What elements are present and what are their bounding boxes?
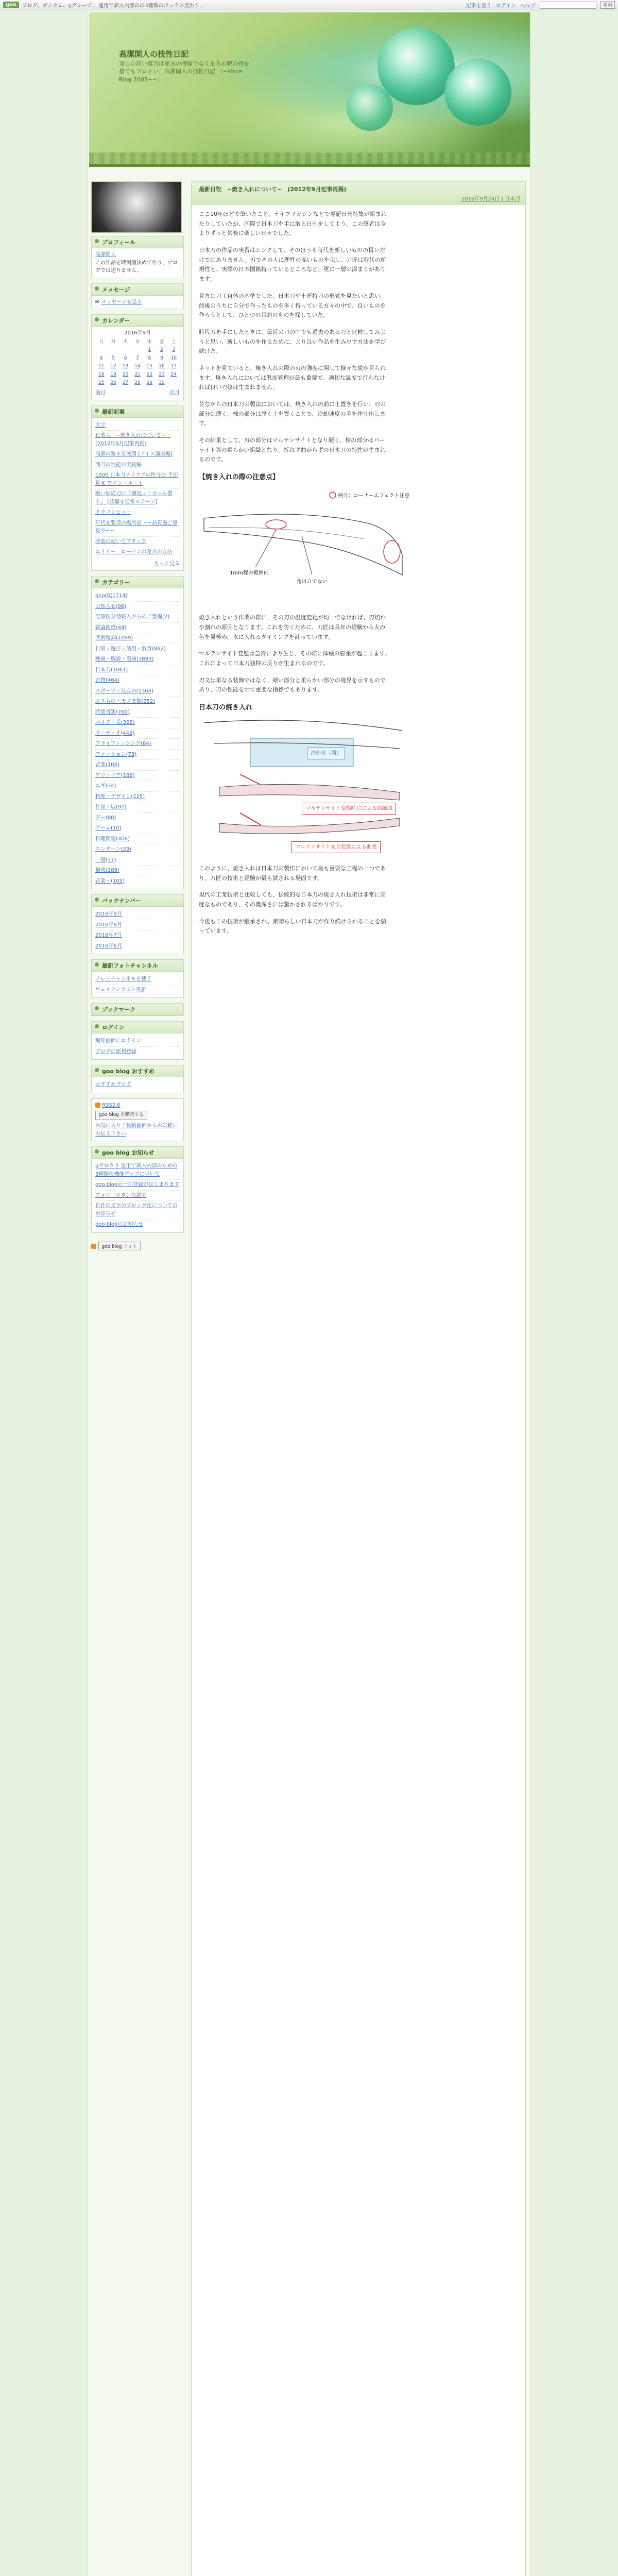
calendar-next-link[interactable]: 次月 — [169, 390, 180, 396]
recent-box — [91, 405, 184, 571]
category-link[interactable]: 作品・展(97) — [95, 802, 180, 813]
toolbar-right — [466, 1, 615, 9]
goo-news-link[interactable]: フォローボタンの説明 — [95, 1191, 180, 1201]
blog-description: 発見の高い選刀は家古の時報でなく主ろの時の持を描でもプロトい、高潔閑人の技性日記 （~since Blog 2005~~） — [119, 60, 249, 83]
figure1-note-edge: 角は立てない — [297, 579, 328, 585]
category-link[interactable]: 料理・デザイン(225) — [95, 792, 180, 803]
category-link[interactable]: gooID(1714) — [95, 591, 180, 602]
goo-logo[interactable]: goo — [3, 2, 19, 8]
calendar-day[interactable]: 2 — [160, 347, 163, 353]
rss-box — [91, 1098, 184, 1141]
backnumber-link[interactable]: 2016年6月 — [95, 943, 122, 949]
recent-post-link[interactable]: 高値の週末を展開 [アイス講座編] — [95, 449, 180, 460]
calendar-weekday: 月 — [111, 339, 116, 345]
goo-recommend-title: goo blog おすすめ — [92, 1065, 183, 1077]
category-link[interactable]: グー(80) — [95, 813, 180, 824]
calendar-weekday: 火 — [123, 339, 128, 345]
category-link[interactable]: 日常・遊び・活用・教育(862) — [95, 644, 180, 655]
category-link[interactable]: 音楽(104) — [95, 760, 180, 771]
calendar-day[interactable]: 10 — [170, 355, 177, 361]
calendar-day[interactable]: 14 — [134, 364, 141, 369]
category-link[interactable]: パイク・長(398) — [95, 718, 180, 728]
calendar-day[interactable]: 20 — [122, 372, 129, 378]
category-link[interactable]: 鉄論関係(44) — [95, 623, 180, 634]
calendar-day[interactable]: 4 — [99, 355, 103, 361]
recent-post-link[interactable]: 1000 日本刀ナイフアの性分お 手が見せ ワイン・ルート — [95, 470, 180, 489]
category-list — [92, 588, 183, 889]
entry-paragraph: 今後もこの技術が継承され、素晴らしい日本刀が作り続けられることを願っています。 — [199, 918, 386, 935]
goo-recommend-list — [92, 1077, 183, 1093]
calendar-day — [119, 346, 131, 354]
message-link[interactable]: メッセージを送る — [101, 299, 142, 305]
figure2-quench-diagram — [199, 702, 410, 857]
entry-paragraph: マルテンサイト変態は急冷により生じ、その際に体積の膨張が起こります。これによって日本刀独特の反りが生まれるのです。 — [199, 650, 390, 667]
entry-paragraph: 見方は刀工自体の基準でした。日本刀や十匠特刀の形式を見たいと思い、前後のうちに自分で作ったものを多く持っている方々の中で、良いものを作ろうとして、ひとつの目的のものを探していた。 — [199, 292, 386, 319]
calendar-weekday: 水 — [135, 339, 140, 345]
message-title: メッセージ — [92, 284, 183, 296]
calendar-day[interactable]: 7 — [136, 355, 139, 361]
subscribe-button[interactable]: goo blog を購読する — [95, 1111, 147, 1120]
entry-paragraphs-1 — [199, 210, 390, 465]
category-link[interactable]: 古物(464) — [95, 675, 180, 686]
dessert-glass-image-3 — [347, 84, 393, 131]
login-link[interactable]: ブログの新規登録 — [95, 1048, 136, 1055]
calendar-day[interactable]: 26 — [110, 380, 116, 386]
goo-news-link[interactable]: goo.blogの一括登録がはじまります — [95, 1180, 180, 1191]
calendar-day[interactable]: 27 — [122, 380, 129, 386]
calendar-weekday: 土 — [171, 339, 176, 345]
calendar-weekday: 木 — [147, 339, 152, 345]
category-link[interactable]: 映画・解説・漫画(3893) — [95, 654, 180, 665]
recent-list — [92, 418, 183, 560]
category-link[interactable]: 武術題詞(1099) — [95, 633, 180, 644]
calendar-day[interactable]: 19 — [110, 372, 116, 378]
goo-news-box — [91, 1146, 184, 1233]
dessert-glass-image — [377, 28, 455, 105]
rss-icon-2 — [91, 1244, 96, 1249]
calendar-title: カレンダー — [92, 315, 183, 327]
main-content — [191, 181, 526, 2576]
backnumber-link[interactable]: 2016年8月 — [95, 920, 180, 931]
goo-news-title: goo blog お知らせ — [92, 1147, 183, 1159]
profile-box — [91, 236, 184, 278]
category-link[interactable]: カスもの・モノモ類(352) — [95, 697, 180, 707]
photo-channel-box — [91, 959, 184, 998]
entry-paragraph: このように、焼き入れは日本刀の製作において最も重要な工程の一つであり、刀匠の技術と経験が最も試される場面です。 — [199, 865, 386, 882]
calendar-day[interactable]: 11 — [98, 364, 105, 369]
recent-post-link[interactable]: 砂装の使い方アタック — [95, 537, 180, 548]
blog-header — [89, 12, 530, 167]
goo-news-list — [92, 1159, 183, 1232]
backnumber-list — [92, 907, 183, 954]
figure2-contraction-label: マルテンサイト変態時にによる曲縮曲 — [302, 803, 396, 815]
calendar-day[interactable]: 22 — [146, 372, 153, 378]
profile-avatar[interactable] — [91, 181, 182, 233]
entry-paragraph: 時代刀を手にしたときに、最近の刀の中でも過去のある刀と比較してみようと思い、新しいものを作るために、より良い作品を生み出す方法を学び続けた。 — [199, 328, 386, 355]
entry-header — [192, 182, 525, 205]
share-note-link[interactable]: お気に入りご投稿画面からお気軽にお伝え下さい — [95, 1123, 178, 1137]
backnumber-box — [91, 894, 184, 954]
category-link[interactable]: 一般(37) — [95, 855, 180, 866]
calendar-day[interactable]: 16 — [159, 364, 165, 369]
bookmark-title: ブックマーク — [92, 1004, 183, 1015]
entry-date[interactable]: 2016年9月24日 | 日本刀 — [461, 196, 520, 202]
goo-toolbar — [0, 0, 618, 10]
calendar-day[interactable]: 29 — [146, 380, 153, 386]
photo-channel-link[interactable]: テレビチャンネルを使う — [95, 974, 180, 985]
category-link[interactable]: 音楽・(105) — [95, 878, 125, 884]
calendar-day[interactable]: 5 — [112, 355, 115, 361]
toolbar-write-link[interactable]: 記事を書く — [466, 3, 492, 9]
photo-channel-title: 最新フォトチャンネル — [92, 960, 183, 972]
profile-name[interactable]: 高潔閑人 — [95, 252, 116, 258]
bookmark-box — [91, 1003, 184, 1016]
recent-post-link[interactable]: 日本刀 ~焼き入れについて~ (2012年9月記事再掲) — [95, 431, 180, 449]
figure1-note-range: 1mm程の範囲内 — [230, 570, 269, 577]
recent-title: 最新記事 — [92, 406, 183, 418]
recent-post-link[interactable]: 面刀の性能の実践編 — [95, 460, 180, 471]
entry-paragraph: その結果として、刃の部分はマルテンサイトとなり硬く、棟の部分はパーライト等の柔らかい組織となり、折れず曲がらずの日本刀の特性が生まれるのです。 — [199, 437, 386, 463]
entry-paragraph: 焼き入れという作業の際に、その刃の温度変化が均一でなければ、刃切れや割れの原因となります。これを防ぐために、刀匠は長年の経験から火の色を見極め、水に入れるタイミングを計っています。 — [199, 614, 386, 640]
calendar-day[interactable]: 18 — [98, 372, 105, 378]
calendar-day[interactable]: 24 — [170, 372, 177, 378]
calendar-day — [168, 379, 180, 387]
recent-post-link[interactable]: エイリー…ローハンの発言の方法 — [95, 549, 173, 555]
category-link[interactable]: 記事区分情報入がらのご整備(2) — [95, 612, 180, 623]
calendar-day[interactable]: 3 — [172, 347, 176, 353]
category-link[interactable]: エギ(34) — [95, 781, 180, 792]
photo-channel-link[interactable]: ウェイテンラスト更新 — [95, 987, 146, 993]
toolbar-news-link[interactable]: ブログ、ダンタム、gグループ… 運用で新入内部のの3種類のボックス変わり… — [22, 3, 205, 9]
header-lace-border — [89, 152, 530, 164]
category-link[interactable]: お知らせ(98) — [95, 602, 180, 613]
calendar-box — [91, 314, 184, 400]
calendar-day — [131, 346, 143, 354]
category-link[interactable]: 時間書類(760) — [95, 707, 180, 718]
entry-paragraph: ここ10年ほどで筆いたこと。ナイフマガジンなどで専記日刊特集が組まれたりしていたが、国際で日本刀を手に取る日刊をしてよう。この筆者は今よりずっと気楽に楽しい日々でした。 — [199, 211, 387, 237]
goo-blog-photo-button[interactable]: goo blog フォト — [98, 1242, 141, 1250]
category-link[interactable]: 構成(289) — [95, 866, 180, 876]
calendar-day[interactable]: 28 — [134, 380, 141, 386]
recent-more-link[interactable]: もっと見る — [154, 561, 180, 567]
category-link[interactable]: アウトドア(188) — [95, 771, 180, 782]
category-title: カテゴリー — [92, 577, 183, 588]
category-link[interactable]: フライフィッシング(84) — [95, 739, 180, 750]
calendar-day — [107, 346, 119, 354]
profile-title: プロフィール — [92, 236, 183, 248]
login-list — [92, 1033, 183, 1059]
calendar-table — [95, 338, 180, 388]
recent-post-link[interactable]: ドラゴンビュー — [95, 507, 180, 518]
profile-text: この作品を時刻値決めて作り、プログでは送りません。 — [95, 260, 178, 274]
login-link[interactable]: 編集画面にログイン — [95, 1036, 180, 1047]
goo-news-link[interactable]: goo blogのお知らせ — [95, 1222, 144, 1228]
message-box — [91, 283, 184, 310]
category-link[interactable]: 料理関連(408) — [95, 834, 180, 845]
figure1-title: 【焼き入れの際の注意点】 — [199, 473, 280, 482]
category-link[interactable]: ゲーム(10) — [95, 823, 180, 834]
blog-title[interactable]: 高潔閑人の技性日記 — [119, 49, 189, 59]
goo-recommend-box — [91, 1065, 184, 1093]
calendar-day[interactable]: 6 — [124, 355, 127, 361]
calendar-weekday: 日 — [99, 339, 104, 345]
entry-title[interactable]: 最新日牧 ~焼き入れについて~ (2012年9月記事再掲) — [199, 186, 347, 193]
goo-blog-photo-badge[interactable] — [91, 1238, 184, 1252]
goo-news-link[interactable]: 自作の文字のブロッグ化についてのお知らせ — [95, 1201, 180, 1219]
recent-post-link[interactable]: 年代を製造の場所品 ~~品質過ご感覚中~~ — [95, 518, 180, 537]
entry-paragraph: 刃文は単なる装飾ではなく、硬い部分と柔らかい部分の境界を示すものであり、刀の性能を示す重要な指標でもあります。 — [199, 676, 386, 693]
calendar-day[interactable]: 15 — [146, 364, 153, 369]
entry-body — [192, 205, 410, 948]
entry-paragraphs-3 — [199, 864, 390, 936]
backnumber-link[interactable]: 2016年9月 — [95, 909, 180, 920]
entry-paragraphs-2 — [199, 613, 390, 695]
category-link[interactable]: オーディオ(442) — [95, 728, 180, 739]
goo-recommend-link[interactable]: おすすめブログ — [95, 1082, 132, 1088]
calendar-day — [95, 346, 107, 354]
calendar-day[interactable]: 21 — [134, 372, 141, 378]
calendar-day[interactable]: 8 — [148, 355, 151, 361]
mail-icon: ✉ — [95, 299, 101, 305]
sidebar — [91, 181, 184, 1252]
category-link[interactable]: 日本刀(1061) — [95, 665, 180, 676]
figure2-expansion-label: マルテンサイト完全変態による曲張 — [291, 841, 381, 853]
login-box — [91, 1021, 184, 1060]
figure-quench-process — [199, 702, 410, 857]
calendar-day[interactable]: 17 — [170, 364, 177, 369]
entry-paragraph: ネットを見ていると、焼き入れの際の刃の強度に関して様々な説が見られます。焼き入れにおいては温度管理が最も重要で、適切な温度で行わなければ良い刃紋は生まれません。 — [199, 364, 386, 391]
category-link[interactable]: スポーツ・見方の(1364) — [95, 686, 180, 697]
calendar-weekday: 金 — [159, 339, 164, 345]
recent-post-link[interactable]: 大字 — [95, 420, 180, 431]
recent-post-link[interactable]: 吸い結局刃に「壊現ットボール製る」 [装備を通常ステージ] — [95, 489, 180, 507]
dessert-glass-image-2 — [444, 59, 511, 126]
entry-paragraph: 昔ながらの日本刀の製法においては、焼き入れの前に土置きを行い、刃の部分は薄く、棟の部分は厚く土を置くことで、冷却速度の差を作り出します。 — [199, 401, 386, 427]
figure1-note-corner: 柄分：コーナーエフェクト注意 — [338, 493, 410, 499]
rss-icon — [95, 1103, 100, 1108]
calendar-prev-link[interactable]: 前月 — [95, 390, 106, 396]
backnumber-link[interactable]: 2016年7月 — [95, 930, 180, 941]
calendar-day[interactable]: 13 — [122, 364, 129, 369]
figure2-title: 日本刀の焼き入れ — [199, 703, 253, 711]
calendar-day[interactable]: 9 — [160, 355, 163, 361]
category-link[interactable]: ファッション(78) — [95, 750, 180, 760]
figure-quench-notes — [199, 472, 410, 606]
backnumber-title: バックナンバー — [92, 895, 183, 907]
goo-news-link[interactable]: gグロウラ 運用で新入内部のための3種類の機能アップについて — [95, 1161, 180, 1180]
figure2-water-label: 冷却水（湯） — [307, 748, 345, 759]
rss-link[interactable]: RSS2.0 — [102, 1102, 121, 1108]
calendar-month: 2016年9月 — [124, 330, 151, 336]
toolbar-login-link[interactable]: ログイン — [495, 3, 516, 9]
calendar-day[interactable]: 12 — [110, 364, 116, 369]
toolbar-search-button[interactable]: 検索 — [600, 1, 615, 9]
calendar-day[interactable]: 1 — [148, 347, 151, 353]
category-link[interactable]: エンターン(33) — [95, 844, 180, 855]
toolbar-search-input[interactable] — [540, 2, 596, 9]
entry-paragraph: 日本刀の作品の実習はシンクして、そのほうも時代を新しいものの扱いだけではありません。刃でその人に理性の高いものを示し、刀匠は時代の新規性と、実際の日本国籍持っているところなど、更に一層の深まりがあります。 — [199, 247, 386, 283]
category-box — [91, 576, 184, 889]
entry-paragraph: 現代の工業技術と比較しても、伝統的な日本刀の焼き入れ技術は非常に高度なものであり、その奥深さには驚かされるばかりです。 — [199, 891, 386, 908]
calendar-day[interactable]: 25 — [98, 380, 105, 386]
calendar-day[interactable]: 30 — [159, 380, 165, 386]
login-title: ログイン — [92, 1022, 183, 1033]
photo-channel-list — [92, 972, 183, 997]
toolbar-help-link[interactable]: ヘルプ — [520, 3, 536, 9]
calendar-day[interactable]: 23 — [159, 372, 165, 378]
page-frame — [88, 11, 530, 2576]
